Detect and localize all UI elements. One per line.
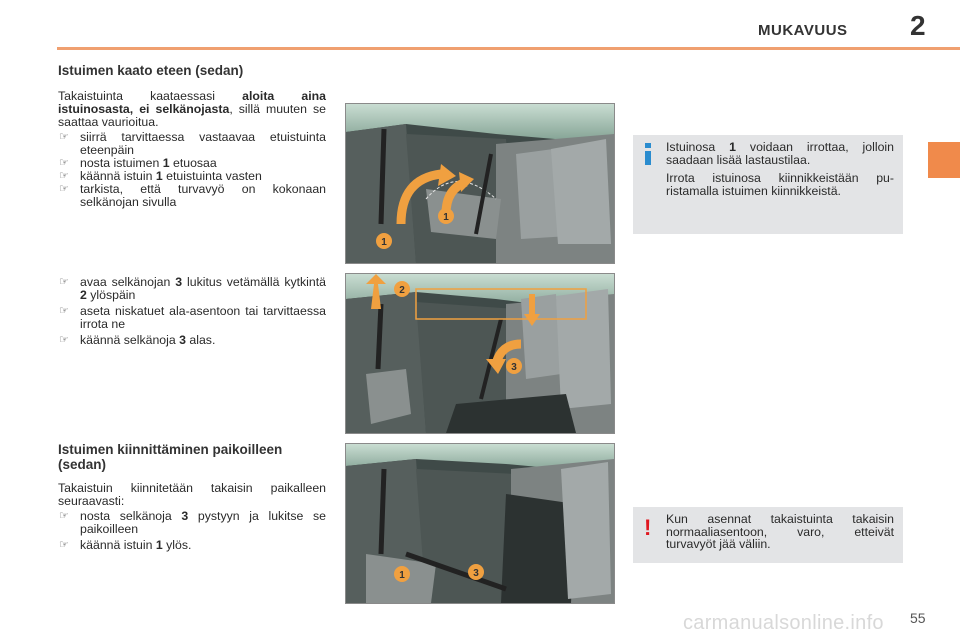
pointer-icon: ☞: [59, 131, 69, 143]
info-paragraph: Irrota istuinosa kiinnikkeistään puristamalla istuimen kiinnikkeistä.: [666, 171, 894, 198]
pointer-icon: ☞: [59, 510, 69, 522]
illustration-seat-refit: [345, 443, 615, 604]
section-heading: Istuimen kaato eteen (sedan): [58, 63, 244, 78]
callout-label: 1: [381, 237, 387, 248]
list-item: ☞ siirrä tarvittaessa vastaavaa etuistuinta eteenpäin: [59, 130, 326, 157]
illustration-seat-fold: [345, 103, 615, 264]
info-paragraph: Istuinosa 1 voidaan irrottaa, jolloin saadaan lisää lastaustilaa.: [666, 140, 894, 167]
list-item: ☞ käännä istuin 1 etuistuinta vasten: [59, 169, 262, 183]
instruction-list: [58, 131, 326, 209]
list-item: ☞ avaa selkänojan 3 lukitus vetämällä kytkintä 2 ylöspäin: [59, 275, 327, 302]
pointer-icon: ☞: [59, 276, 69, 288]
section-backrest: [58, 276, 326, 347]
watermark: carmanualsonline.info: [683, 612, 884, 634]
callout-label: 1: [443, 212, 449, 223]
pointer-icon: ☞: [59, 170, 69, 182]
instruction-list: [58, 510, 326, 552]
chapter-number: 2: [910, 10, 926, 41]
instruction-list: [58, 276, 326, 347]
list-item: ☞ aseta niskatuet ala-asentoon tai tarvittaessa irrota ne: [59, 304, 326, 331]
pointer-icon: ☞: [59, 157, 69, 169]
list-item: ☞ nosta istuimen 1 etuosaa: [59, 156, 217, 170]
callout-label: 3: [511, 362, 517, 373]
page-number: 55: [910, 610, 926, 626]
warning-box: [633, 507, 903, 563]
pointer-icon: ☞: [59, 305, 69, 317]
section-heading: Istuimen kiinnittäminen paikoilleen (sedan): [58, 442, 283, 472]
list-item: ☞ käännä selkänoja 3 alas.: [59, 333, 216, 347]
section-intro: Takaistuinta kaataessasi aloita aina istuinosasta, ei selkänojasta, sillä muuten se saattaa vaurioitua.: [58, 89, 326, 129]
warning-icon: !: [644, 515, 652, 540]
header-divider: [57, 47, 960, 50]
pointer-icon: ☞: [59, 334, 69, 346]
section-refit: [58, 442, 326, 552]
illustration-backrest-fold: [345, 273, 615, 434]
callout-label: 2: [399, 285, 405, 296]
section-fold-forward: [58, 63, 326, 209]
pointer-icon: ☞: [59, 183, 69, 195]
callout-label: 1: [399, 570, 405, 581]
warning-text: Kun asennat takaistuinta takaisin normaaliasentoon, varo, etteivät turvavyöt jää väliin.: [666, 512, 894, 551]
chapter-tab: [928, 142, 960, 178]
pointer-icon: ☞: [59, 539, 69, 551]
callout-label: 3: [473, 568, 479, 579]
info-box: [633, 135, 903, 234]
info-text: [666, 141, 894, 197]
list-item: ☞ tarkista, että turvavyö on kokonaan selkänojan sivulla: [59, 182, 326, 209]
list-item: ☞ nosta selkänoja 3 pystyyn ja lukitse se paikoilleen: [59, 509, 326, 536]
section-intro: Takaistuin kiinnitetään takaisin paikalleen seuraavasti:: [58, 481, 326, 508]
info-icon: [643, 143, 653, 165]
list-item: ☞ käännä istuin 1 ylös.: [59, 538, 192, 552]
section-title: MUKAVUUS: [758, 22, 848, 39]
